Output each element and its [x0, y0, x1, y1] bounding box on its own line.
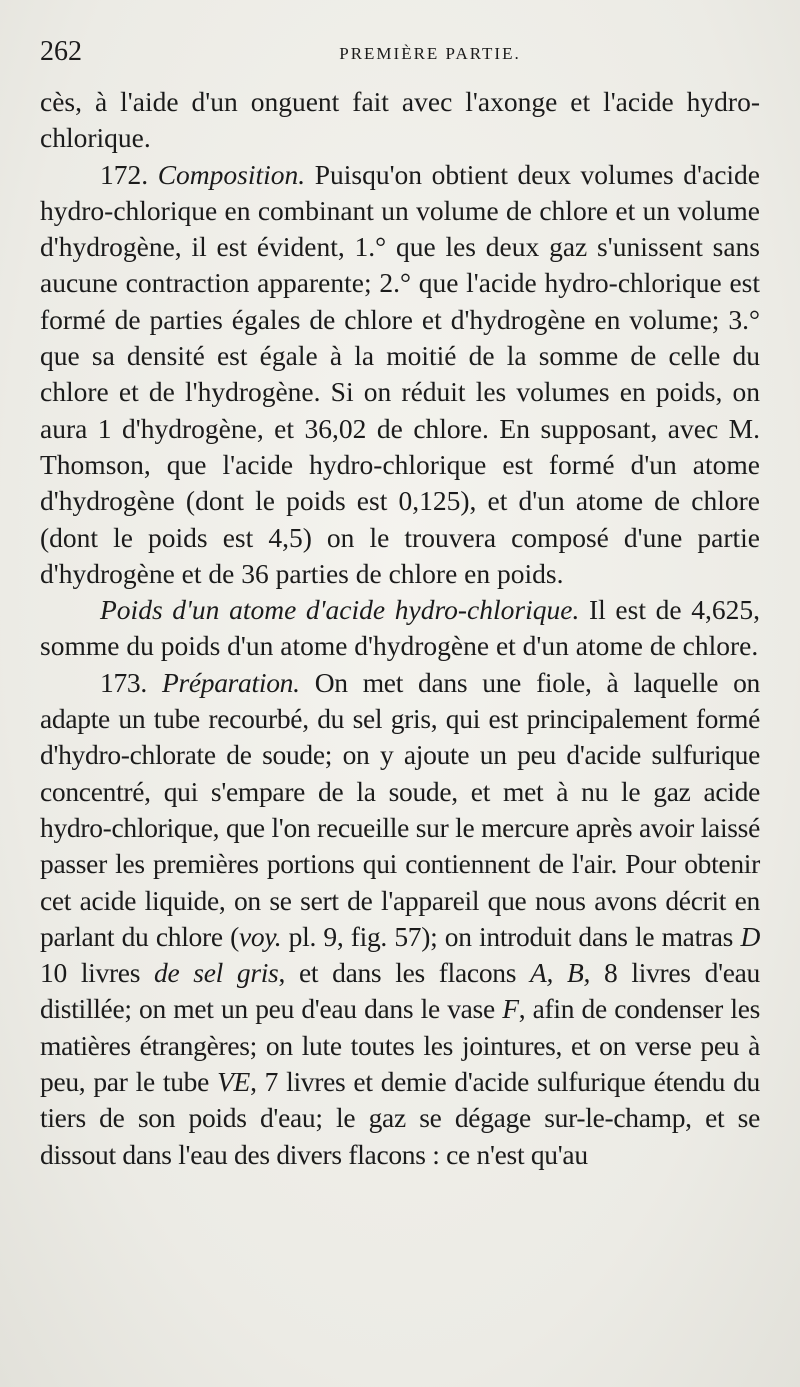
- paragraph-text: 8 livres d'eau distillée; on met un peu d'eau dans le vase: [40, 957, 760, 1025]
- section-number: 173.: [100, 666, 147, 698]
- section-heading: Poids d'un atome d'acide hydro-chlorique.: [100, 594, 580, 626]
- italic-ref: A, B,: [530, 957, 591, 989]
- paragraph-text: pl. 9, fig. 57); on introduit dans le matras: [281, 920, 741, 952]
- page-header: [40, 32, 760, 76]
- section-heading: Préparation.: [161, 666, 300, 698]
- running-head: PREMIÈRE PARTIE.: [339, 44, 521, 63]
- italic-ref: de sel gris: [154, 957, 279, 989]
- paragraph-text: , afin de condenser les matières étrangères; on lute toutes les jointures, et on verse peu à peu, par le tube: [40, 993, 760, 1098]
- paragraph-text: , 7 livres et demie d'acide sulfurique étendu du tiers de son poids d'eau; le gaz se dégage sur-le-champ, et se dissout dans l'eau des divers flacons : ce n'est qu'au: [40, 1066, 760, 1170]
- italic-ref: VE: [217, 1066, 251, 1098]
- italic-ref: D: [740, 920, 760, 952]
- italic-ref: F: [502, 993, 519, 1025]
- paragraph-text: 10 livres: [40, 957, 155, 989]
- paragraph-composition: [40, 157, 760, 593]
- page-number: 262: [40, 36, 82, 67]
- paragraph-preparation: [40, 665, 760, 1173]
- body-text: [40, 84, 760, 1173]
- paragraph-text: On met dans une fiole, à laquelle on adapte un tube recourbé, du sel gris, qui est principalement formé d'hydro-chlorate de soude; on y ajoute un peu d'acide sulfurique concentré, qui s'empare de la soude, et met à nu le gaz acide hydro-chlorique, que l'on recueille sur le mercure après avoir laissé passer les premières portions qui contiennent de l'air. Pour obtenir cet acide liquide, on se sert de l'appareil que nous avons décrit en parlant du chlore (: [40, 666, 761, 952]
- paragraph-text: Puisqu'on obtient deux volumes d'acide hydro-chlorique en combinant un volume de chlore et un volume d'hydrogène, il est évident, 1.° que les deux gaz s'unissent sans aucune contraction apparente; 2.° que l'acide hydro-chlorique est formé de parties égales de chlore et d'hydrogène en volume; 3.° que sa densité est égale à la moitié de la somme de celle du chlore et de l'hydrogène. Si on réduit les volumes en poids, on aura 1 d'hydrogène, et 36,02 de chlore. En supposant, avec M. Thomson, que l'acide hydro-chlorique est formé d'un atome d'hydrogène (dont le poids est 0,125), et d'un atome de chlore (dont le poids est 4,5) on le trouvera composé d'une partie d'hydrogène et de 36 parties de chlore en poids.: [40, 158, 761, 589]
- section-heading: Composition.: [157, 158, 306, 190]
- paragraph-atomic-weight: [40, 592, 760, 665]
- paragraph-text: Il est de 4,625, somme du poids d'un atome d'hydrogène et d'un atome de chlore.: [40, 594, 760, 662]
- paragraph-text: , et dans les flacons: [278, 957, 531, 989]
- italic-ref: voy.: [238, 920, 282, 952]
- section-number: 172.: [100, 158, 149, 190]
- paragraph-continuation: cès, à l'aide d'un onguent fait avec l'axonge et l'acide hydro-chlorique.: [40, 86, 760, 154]
